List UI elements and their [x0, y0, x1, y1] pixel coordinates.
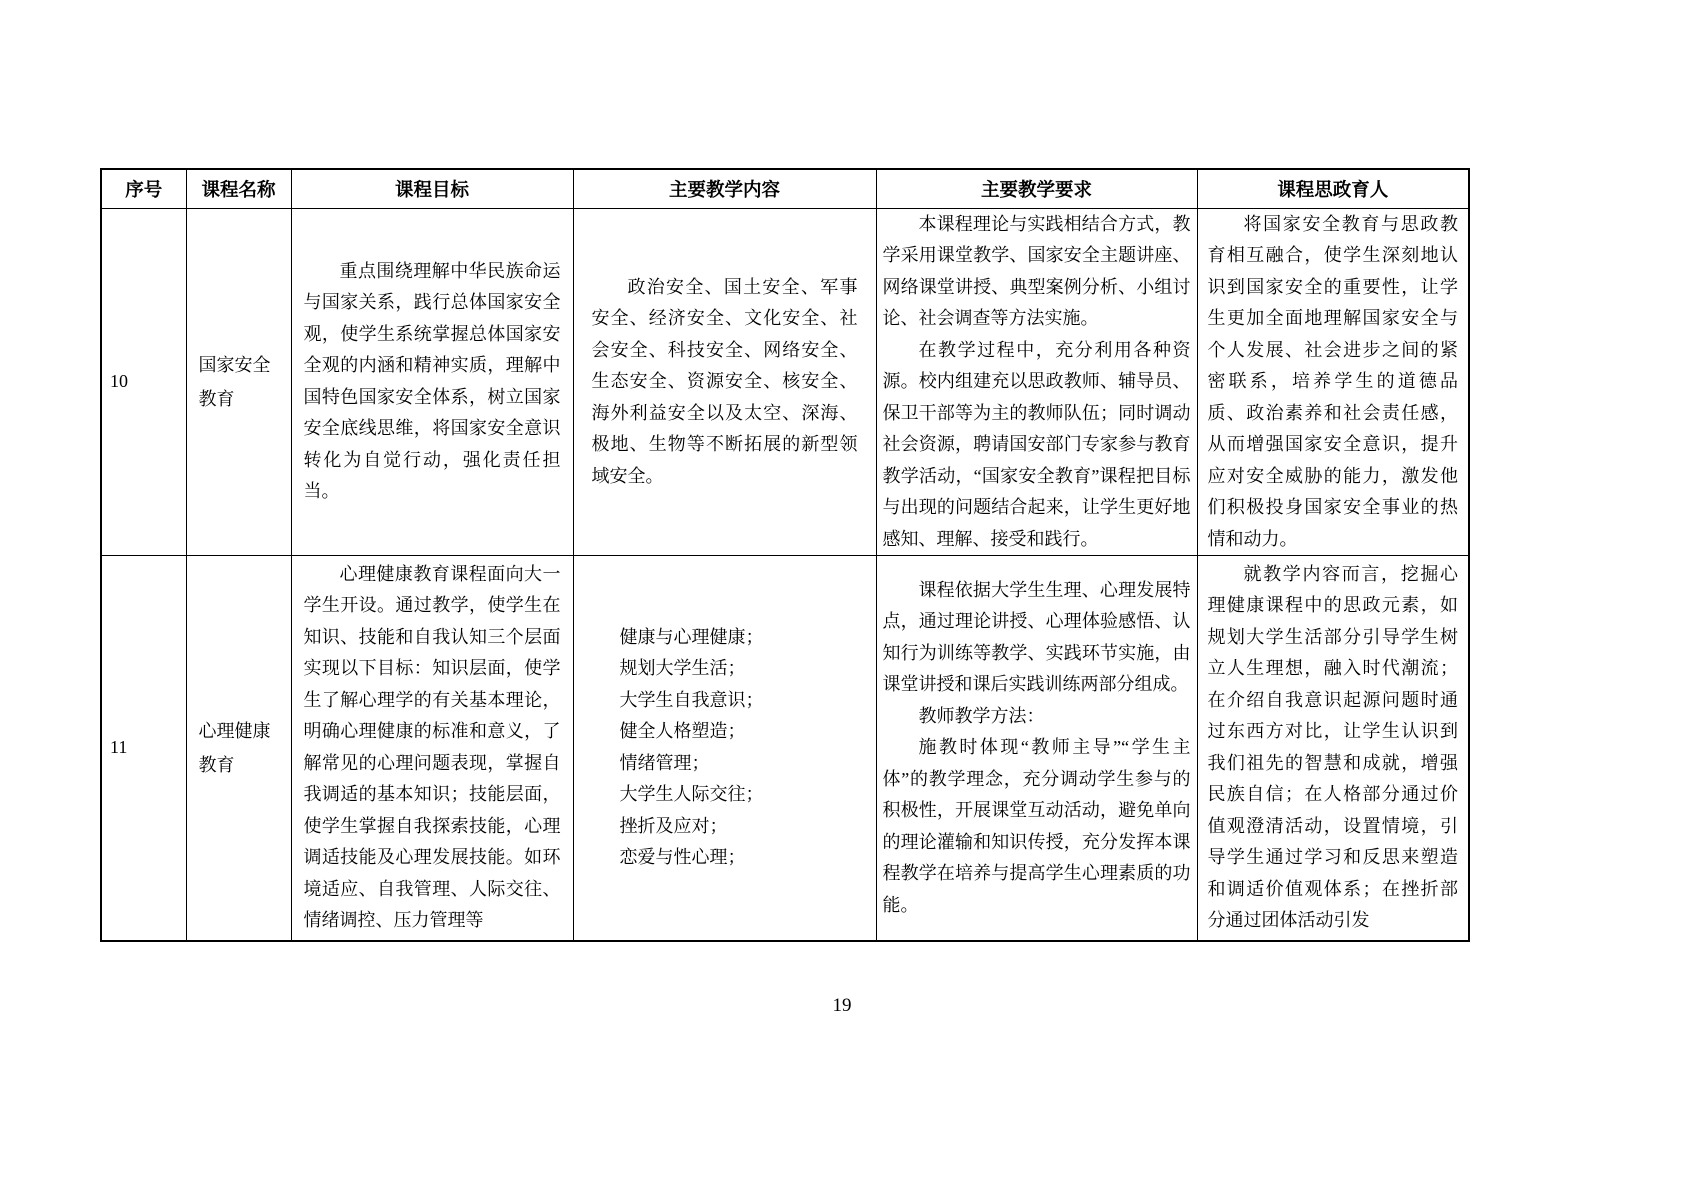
row10-objective-cell — [291, 208, 573, 556]
row11-course-name: 心理健康教育 — [198, 720, 271, 775]
table-header-row — [101, 169, 1469, 208]
row11-course-name-cell — [186, 556, 291, 941]
row10-ideology-paragraph: 将国家安全教育与思政教育相互融合，使学生深刻地认识到国家安全的重要性，让学生更加全面地理解国家安全与个人发展、社会进步之间的紧密联系，培养学生的道德品质、政治素养和社会责任感，从而增强国家安全意识，提升应对安全威胁的能力，激发他们积极投身国家安全事业的热情和动力。 — [1207, 213, 1458, 549]
row10-index-cell — [101, 208, 186, 556]
row11-ideology-paragraph: 就教学内容而言，挖掘心理健康课程中的思政元素，如规划大学生活部分引导学生树立人生理想，融入时代潮流；在介绍自我意识起源问题时通过东西方对比，让学生认识到我们祖先的智慧和成就，增强民族自信；在人格部分通过价值观澄清活动，设置情境，引导学生通过学习和反思来塑造和调适价值观体系；在挫折部分通过团体活动引发 — [1207, 563, 1458, 931]
table-row-11 — [101, 556, 1469, 941]
row11-requirement-paragraph-2: 教师教学方法： — [918, 705, 1045, 726]
row10-course-name-cell — [186, 208, 291, 556]
header-teaching-requirement: 主要教学要求 — [876, 169, 1197, 208]
header-course-ideology: 课程思政育人 — [1197, 169, 1469, 208]
row10-objective-paragraph: 重点围绕理解中华民族命运与国家关系，践行总体国家安全观，使学生系统掌握总体国家安全观的内涵和精神实质，理解中国特色国家安全体系，树立国家安全底线思维，将国家安全意识转化为自觉行动，强化责任担当。 — [303, 260, 561, 502]
row11-content-list — [592, 622, 858, 874]
header-course-objective: 课程目标 — [291, 169, 573, 208]
row11-content-item: 大学生自我意识； — [619, 689, 764, 710]
row10-index: 10 — [110, 371, 128, 391]
course-table — [100, 168, 1470, 942]
table-row-10 — [101, 208, 1469, 556]
row11-content-item: 情绪管理； — [619, 752, 710, 773]
row11-content-cell — [573, 556, 876, 941]
row10-requirement-paragraph-1: 本课程理论与实践相结合方式，教学采用课堂教学、国家安全主题讲座、网络课堂讲授、典型案例分析、小组讨论、社会调查等方法实施。 — [882, 213, 1191, 328]
row10-requirement-cell — [876, 208, 1197, 556]
row10-content-paragraph: 政治安全、国土安全、军事安全、经济安全、文化安全、社会安全、科技安全、网络安全、生态安全、资源安全、核安全、海外利益安全以及太空、深海、极地、生物等不断拓展的新型领域安全。 — [591, 276, 858, 486]
row10-ideology-cell — [1197, 208, 1469, 556]
header-index: 序号 — [101, 169, 186, 208]
row11-ideology-cell — [1197, 556, 1469, 941]
row11-index-cell — [101, 556, 186, 941]
row10-course-name: 国家安全教育 — [198, 354, 271, 409]
row11-objective-cell — [291, 556, 573, 941]
row11-content-item: 健全人格塑造； — [619, 721, 746, 742]
row11-content-item: 健康与心理健康； — [619, 626, 764, 647]
header-course-name: 课程名称 — [186, 169, 291, 208]
row11-content-item: 恋爱与性心理； — [619, 847, 746, 868]
row10-content-cell — [573, 208, 876, 556]
row11-content-item: 规划大学生活； — [619, 658, 746, 679]
row10-requirement-paragraph-2: 在教学过程中，充分利用各种资源。校内组建充以思政教师、辅导员、保卫干部等为主的教师队伍；同时调动社会资源，聘请国安部门专家参与教育教学活动，“国家安全教育”课程把目标与出现的问题结合起来，让学生更好地感知、理解、接受和践行。 — [882, 339, 1191, 549]
row11-index: 11 — [110, 737, 128, 757]
row11-requirement-paragraph-1: 课程依据大学生生理、心理发展特点，通过理论讲授、心理体验感悟、认知行为训练等教学、实践环节实施，由课堂讲授和课后实践训练两部分组成。 — [882, 579, 1191, 694]
header-teaching-content: 主要教学内容 — [573, 169, 876, 208]
row11-requirement-cell — [876, 556, 1197, 941]
row11-content-item: 挫折及应对； — [619, 815, 728, 836]
row11-objective-paragraph: 心理健康教育课程面向大一学生开设。通过教学，使学生在知识、技能和自我认知三个层面实现以下目标：知识层面，使学生了解心理学的有关基本理论，明确心理健康的标准和意义，了解常见的心理问题表现，掌握自我调适的基本知识；技能层面，使学生掌握自我探索技能，心理调适技能及心理发展技能。如环境适应、自我管理、人际交往、情绪调控、压力管理等 — [303, 563, 561, 931]
page-number: 19 — [832, 995, 852, 1016]
row11-content-item: 大学生人际交往； — [619, 784, 764, 805]
row11-requirement-paragraph-3: 施教时体现“教师主导”“学生主体”的教学理念，充分调动学生参与的积极性，开展课堂互动活动，避免单向的理论灌输和知识传授，充分发挥本课程教学在培养与提高学生心理素质的功能。 — [882, 737, 1191, 915]
